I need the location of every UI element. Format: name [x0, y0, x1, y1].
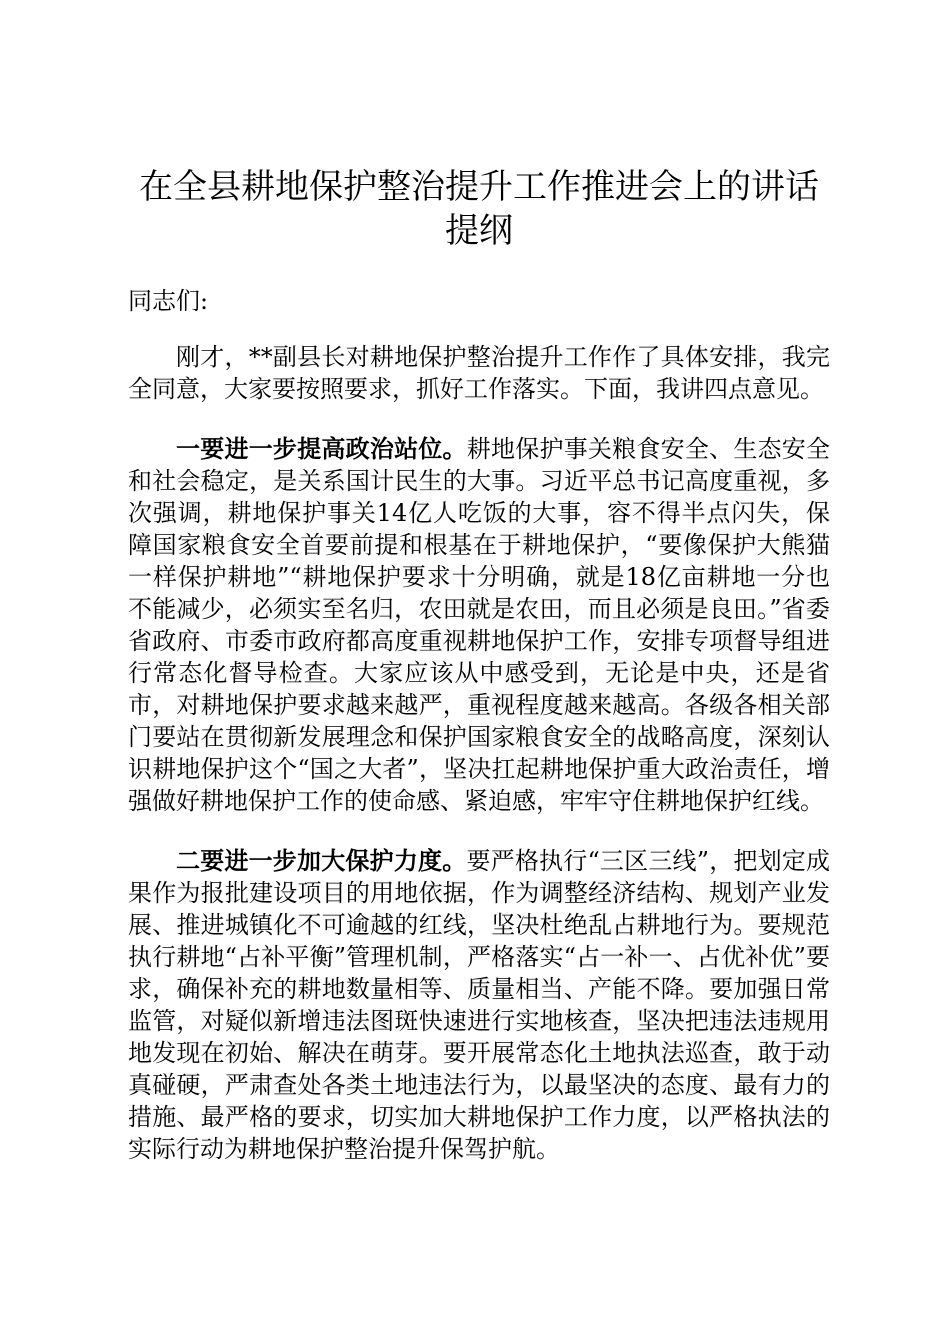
paragraph-point-1: [128, 433, 830, 817]
paragraph-text: 刚才，**副县长对耕地保护整治提升工作作了具体安排，我完全同意，大家要按照要求，抓好工作落实。下面，我讲四点意见。: [128, 343, 830, 403]
paragraph-intro: [128, 341, 830, 405]
document-page: [128, 165, 830, 1165]
salutation: 同志们:: [128, 287, 209, 315]
document-title: 在全县耕地保护整治提升工作推进会上的讲话提纲: [139, 167, 819, 251]
paragraph-text: 耕地保护事关粮食安全、生态安全和社会稳定，是关系国计民生的大事。习近平总书记高度重视，多次强调，耕地保护事关14亿人吃饭的大事，容不得半点闪失，保障国家粮食安全首要前提和根基在于耕地保护，“要像保护大熊猫一样保护耕地”“耕地保护要求十分明确，就是18亿亩耕地一分也不能减少，必须实至名归，农田就是农田，而且必须是良田。”省委省政府、市委市政府都高度重视耕地保护工作，安排专项督导组进行常态化督导检查。大家应该从中感受到，无论是中央，还是省市，对耕地保护要求越来越严，重视程度越来越高。各级各相关部门要站在贯彻新发展理念和保护国家粮食安全的战略高度，深刻认识耕地保护这个“国之大者”，坚决扛起耕地保护重大政治责任，增强做好耕地保护工作的使命感、紧迫感，牢牢守住耕地保护红线。: [128, 435, 831, 815]
paragraph-text: 要严格执行“三区三线”，把划定成果作为报批建设项目的用地依据，作为调整经济结构、规划产业发展、推进城镇化不可逾越的红线，坚决杜绝乱占耕地行为。要规范执行耕地“占补平衡”管理机制，严格落实“占一补一、占优补优”要求，确保补充的耕地数量相等、质量相当、产能不降。要加强日常监管，对疑似新增违法图斑快速进行实地核查，坚决把违法违规用地发现在初始、解决在萌芽。要开展常态化土地执法巡查，敢于动真碰硬，严肃查处各类土地违法行为，以最坚决的态度、最有力的措施、最严格的要求，切实加大耕地保护工作力度，以严格执法的实际行动为耕地保护整治提升保驾护航。: [128, 847, 831, 1163]
paragraph-lead: 二要进一步加大保护力度。: [176, 846, 467, 875]
paragraph-lead: 一要进一步提高政治站位。: [176, 434, 467, 463]
paragraph-point-2: [128, 845, 830, 1165]
